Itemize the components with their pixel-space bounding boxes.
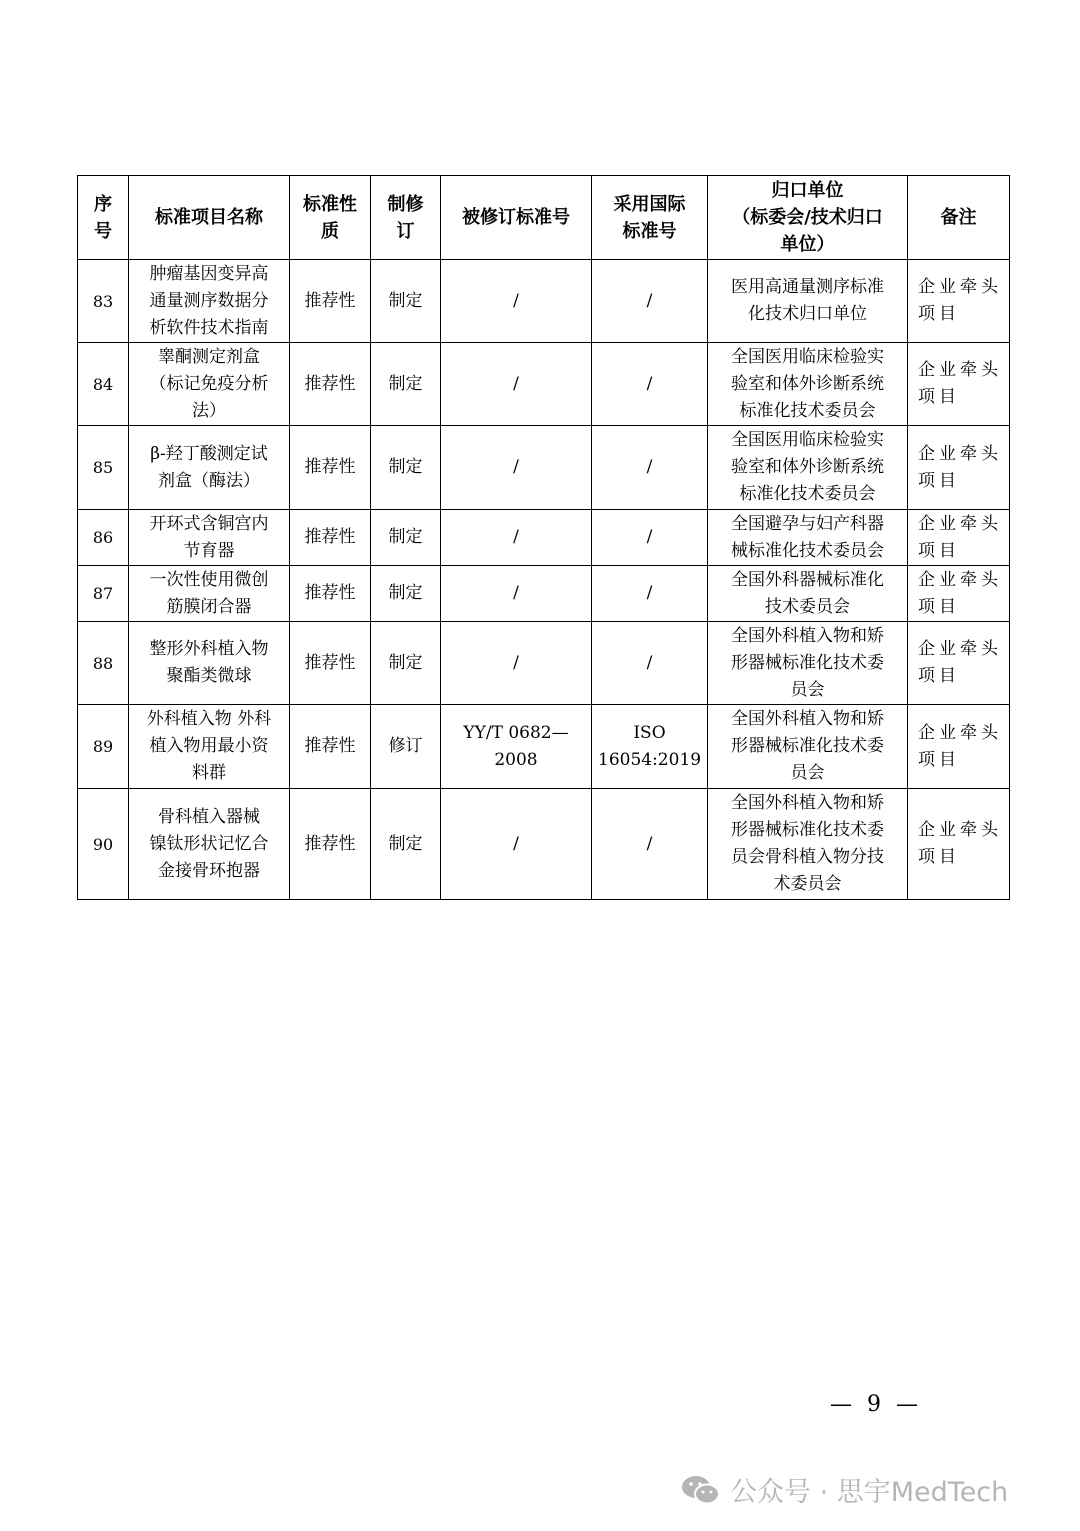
cell-nature: 推荐性	[290, 343, 371, 426]
cell-note: 企业牵头 项目	[908, 510, 1010, 566]
cell-note: 企业牵头 项目	[908, 705, 1010, 789]
cell-unit: 医用高通量测序标准 化技术归口单位	[708, 260, 908, 343]
header-note: 备注	[908, 176, 1010, 260]
cell-intl: /	[592, 566, 708, 622]
table-row	[78, 260, 1010, 343]
header-type: 制修 订	[371, 176, 441, 260]
cell-revised: /	[441, 566, 592, 622]
table-row	[78, 789, 1010, 900]
cell-type: 制定	[371, 260, 441, 343]
header-nature: 标准性 质	[290, 176, 371, 260]
wechat-icon	[680, 1473, 722, 1507]
cell-unit: 全国外科器械标准化 技术委员会	[708, 566, 908, 622]
header-unit: 归口单位 （标委会/技术归口 单位）	[708, 176, 908, 260]
cell-type: 修订	[371, 705, 441, 789]
cell-intl: /	[592, 260, 708, 343]
cell-unit: 全国外科植入物和矫 形器械标准化技术委 员会骨科植入物分技 术委员会	[708, 789, 908, 900]
table-header-row	[78, 176, 1010, 260]
cell-no: 84	[78, 343, 129, 426]
cell-name: 骨科植入器械 镍钛形状记忆合 金接骨环抱器	[129, 789, 290, 900]
header-revised: 被修订标准号	[441, 176, 592, 260]
cell-name: 开环式含铜宫内 节育器	[129, 510, 290, 566]
cell-note: 企业牵头 项目	[908, 622, 1010, 705]
cell-name: 一次性使用微创 筋膜闭合器	[129, 566, 290, 622]
cell-type: 制定	[371, 510, 441, 566]
cell-note: 企业牵头 项目	[908, 260, 1010, 343]
cell-note: 企业牵头 项目	[908, 566, 1010, 622]
cell-no: 85	[78, 426, 129, 510]
cell-revised: /	[441, 343, 592, 426]
cell-no: 83	[78, 260, 129, 343]
cell-type: 制定	[371, 566, 441, 622]
table-row	[78, 566, 1010, 622]
cell-no: 87	[78, 566, 129, 622]
cell-no: 86	[78, 510, 129, 566]
cell-name: 肿瘤基因变异高 通量测序数据分 析软件技术指南	[129, 260, 290, 343]
cell-unit: 全国避孕与妇产科器 械标准化技术委员会	[708, 510, 908, 566]
cell-revised: /	[441, 789, 592, 900]
header-intl: 采用国际 标准号	[592, 176, 708, 260]
cell-no: 90	[78, 789, 129, 900]
cell-revised: /	[441, 260, 592, 343]
cell-unit: 全国医用临床检验实 验室和体外诊断系统 标准化技术委员会	[708, 343, 908, 426]
cell-unit: 全国医用临床检验实 验室和体外诊断系统 标准化技术委员会	[708, 426, 908, 510]
cell-revised: /	[441, 510, 592, 566]
cell-nature: 推荐性	[290, 260, 371, 343]
cell-nature: 推荐性	[290, 705, 371, 789]
cell-note: 企业牵头 项目	[908, 789, 1010, 900]
cell-revised: /	[441, 622, 592, 705]
cell-revised: YY/T 0682— 2008	[441, 705, 592, 789]
table-row	[78, 426, 1010, 510]
header-seq: 序 号	[78, 176, 129, 260]
cell-unit: 全国外科植入物和矫 形器械标准化技术委 员会	[708, 622, 908, 705]
cell-nature: 推荐性	[290, 789, 371, 900]
cell-unit: 全国外科植入物和矫 形器械标准化技术委 员会	[708, 705, 908, 789]
cell-no: 88	[78, 622, 129, 705]
cell-note: 企业牵头 项目	[908, 426, 1010, 510]
cell-nature: 推荐性	[290, 426, 371, 510]
standards-table	[77, 175, 1010, 900]
cell-intl: ISO 16054:2019	[592, 705, 708, 789]
page-number: — 9 —	[830, 1392, 922, 1417]
cell-type: 制定	[371, 789, 441, 900]
cell-type: 制定	[371, 622, 441, 705]
cell-intl: /	[592, 426, 708, 510]
cell-intl: /	[592, 343, 708, 426]
table-row	[78, 705, 1010, 789]
cell-type: 制定	[371, 426, 441, 510]
header-name: 标准项目名称	[129, 176, 290, 260]
cell-no: 89	[78, 705, 129, 789]
table-row	[78, 343, 1010, 426]
cell-nature: 推荐性	[290, 622, 371, 705]
cell-intl: /	[592, 622, 708, 705]
cell-note: 企业牵头 项目	[908, 343, 1010, 426]
cell-name: β-羟丁酸测定试 剂盒（酶法）	[129, 426, 290, 510]
cell-nature: 推荐性	[290, 510, 371, 566]
watermark	[680, 1470, 1008, 1509]
table-row	[78, 622, 1010, 705]
cell-name: 整形外科植入物 聚酯类微球	[129, 622, 290, 705]
cell-nature: 推荐性	[290, 566, 371, 622]
cell-type: 制定	[371, 343, 441, 426]
table-row	[78, 510, 1010, 566]
cell-name: 睾酮测定剂盒 （标记免疫分析 法）	[129, 343, 290, 426]
cell-revised: /	[441, 426, 592, 510]
cell-intl: /	[592, 510, 708, 566]
watermark-text: 公众号 · 思宇MedTech	[730, 1477, 1009, 1508]
cell-name: 外科植入物 外科 植入物用最小资 料群	[129, 705, 290, 789]
cell-intl: /	[592, 789, 708, 900]
